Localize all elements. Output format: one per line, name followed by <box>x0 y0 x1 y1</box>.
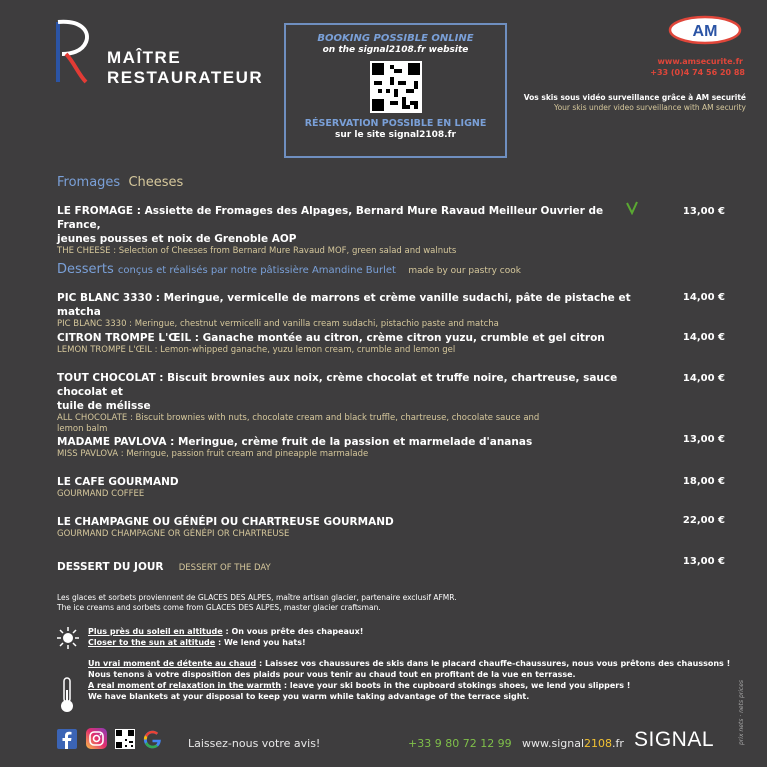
dessert-item <box>57 331 657 356</box>
sun-tip-fr: : On vous prête des chapeaux! <box>222 627 364 636</box>
dessert-item-fr: LE CAFE GOURMAND <box>57 476 179 488</box>
dessert-item-en: GOURMAND COFFEE <box>57 489 145 499</box>
brand-name <box>107 48 263 88</box>
dessert-item <box>57 515 657 540</box>
sun-tip-en: : We lend you hats! <box>215 638 306 647</box>
website-suffix: .fr <box>612 737 624 750</box>
booking-title-fr: RÉSERVATION POSSIBLE EN LIGNE <box>304 118 487 129</box>
warm-tip-en-title: A real moment of relaxation in the warmth <box>88 681 282 690</box>
instagram-icon[interactable] <box>86 728 107 749</box>
cheeses-title-en: Cheeses <box>128 175 184 190</box>
cheeses-title-fr: Fromages <box>57 175 121 190</box>
review-prompt[interactable]: Laissez-nous votre avis! <box>188 737 321 750</box>
am-website[interactable]: www.amsecurite.fr <box>657 57 743 66</box>
cheeses-heading <box>57 175 183 190</box>
dessert-item <box>57 291 657 330</box>
website-number: 2108 <box>584 737 613 750</box>
dessert-item-en: GOURMAND CHAMPAGNE OR GÉNÉPI OR CHARTREUSE <box>57 529 290 539</box>
dessert-price: 14,00 € <box>682 292 725 303</box>
cheese-price: 13,00 € <box>682 206 725 217</box>
dessert-item-en: LEMON TROMPE L'ŒIL : Lemon-whipped ganache, yuzu lemon cream, crumble and lemon gel <box>57 345 456 355</box>
dessert-item-fr: TOUT CHOCOLAT : Biscuit brownies aux noix, crème chocolat et truffe noire, chartreuse, sauce chocolat et <box>57 372 618 398</box>
am-logo-text: AM <box>692 23 718 40</box>
qr-code[interactable] <box>370 61 422 113</box>
desserts-title-fr: Desserts <box>57 262 114 277</box>
cheese-item-fr2: jeunes pousses et noix de Grenoble AOP <box>57 233 297 245</box>
qr-code-icon[interactable] <box>115 729 135 749</box>
dessert-item <box>57 371 657 435</box>
am-phone[interactable]: +33 (0)4 74 56 20 88 <box>650 68 745 77</box>
ice-note-en: The ice creams and sorbets come from GLACES DES ALPES, master glacier craftsman. <box>57 603 381 612</box>
dessert-price: 13,00 € <box>682 434 725 445</box>
ice-note-fr: Les glaces et sorbets proviennent de GLACES DES ALPES, maître artisan glacier, partenaire exclusif AFMR. <box>57 593 457 602</box>
dessert-price: 14,00 € <box>682 373 725 384</box>
sun-tip-en-title: Closer to the sun at altitude <box>88 638 216 647</box>
dessert-item-fr: LE CHAMPAGNE OU GÉNÉPI OU CHARTREUSE GOURMAND <box>57 516 394 528</box>
am-text-fr: Vos skis sous vidéo surveillance grâce à AM securité <box>523 93 746 102</box>
dessert-item-en: DESSERT OF THE DAY <box>178 563 271 573</box>
cheese-item-fr: LE FROMAGE : Assiette de Fromages des Alpages, Bernard Mure Ravaud Meilleur Ouvrier de France, <box>57 205 604 231</box>
desserts-title-en: made by our pastry cook <box>408 266 521 276</box>
desserts-title-fr-sub: conçus et réalisés par notre pâtissière Amandine Burlet <box>117 265 396 276</box>
brand-line2: RESTAURATEUR <box>107 68 264 87</box>
dessert-item-fr: MADAME PAVLOVA : Meringue, crème fruit de la passion et marmelade d'ananas <box>57 436 533 448</box>
footer-website[interactable] <box>522 737 624 750</box>
warm-tip-fr-title: Un vrai moment de détente au chaud <box>88 659 257 668</box>
website-prefix: www.signal <box>522 737 585 750</box>
desserts-heading <box>57 262 521 277</box>
dessert-item-fr: PIC BLANC 3330 : Meringue, vermicelle de marrons et crème vanille sudachi, pâte de pistache et matcha <box>57 292 631 318</box>
facebook-icon[interactable] <box>57 729 77 749</box>
dessert-price: 22,00 € <box>682 515 725 526</box>
dessert-item-en: PIC BLANC 3330 : Meringue, chestnut vermicelli and vanilla cream sudachi, pistachio paste and matcha <box>57 319 499 329</box>
booking-title: BOOKING POSSIBLE ONLINE <box>317 33 474 44</box>
dessert-item <box>57 435 657 460</box>
dessert-price: 13,00 € <box>682 556 725 567</box>
dessert-item-fr: CITRON TROMPE L'ŒIL : Ganache montée au citron, crème citron yuzu, crumble et gel citron <box>57 332 605 344</box>
warm-tip-en2: We have blankets at your disposal to keep you warm while taking advantage of the terrace sight. <box>88 692 530 701</box>
signal-brand: SIGNAL <box>634 728 715 751</box>
dessert-item-fr2: tuile de mélisse <box>57 400 151 412</box>
vegetarian-icon <box>625 201 639 215</box>
qr-pattern <box>370 61 422 113</box>
cheese-item-en: THE CHEESE : Selection of Cheeses from Bernard Mure Ravaud MOF, green salad and walnuts <box>57 246 457 256</box>
booking-subtitle: on the signal2108.fr website <box>322 45 469 55</box>
warm-tip <box>88 658 730 702</box>
warm-tip-fr2: Nous tenons à votre disposition des plaids pour vous tenir au chaud tout en profitant de la vue en terrasse. <box>88 670 576 679</box>
dessert-item-fr: DESSERT DU JOUR <box>57 561 164 573</box>
cheese-item <box>57 204 627 257</box>
dessert-item-en2: lemon balm <box>57 424 108 434</box>
footer-phone[interactable]: +33 9 80 72 12 99 <box>408 737 512 750</box>
dessert-item-en: ALL CHOCOLATE : Biscuit brownies with nuts, chocolate cream and black truffle, chartreuse, chocolate sauce and <box>57 413 540 423</box>
dessert-price: 18,00 € <box>682 476 725 487</box>
ice-cream-note <box>57 593 457 613</box>
booking-box <box>284 23 507 158</box>
brand-line1: MAÎTRE <box>107 48 182 67</box>
warm-tip-en: : leave your ski boots in the cupboard stokings shoes, we lend you slippers ! <box>281 681 631 690</box>
dessert-item <box>57 475 657 500</box>
warm-tip-fr: : Laissez vos chaussures de skis dans le placard chauffe-chaussures, nous vous prêtons des chaussons ! <box>256 659 731 668</box>
sun-tip <box>88 626 363 648</box>
sun-icon <box>57 627 79 649</box>
booking-subtitle-fr: sur le site signal2108.fr <box>335 130 456 140</box>
am-text-en: Your skis under video surveillance with AM security <box>554 103 746 112</box>
price-note: prix nets · nets prices <box>738 679 745 745</box>
dessert-price: 14,00 € <box>682 332 725 343</box>
google-icon[interactable] <box>142 729 163 750</box>
thermometer-icon <box>57 676 77 714</box>
am-securite-logo <box>668 14 742 46</box>
sun-tip-fr-title: Plus près du soleil en altitude <box>88 627 223 636</box>
dessert-item <box>57 555 657 574</box>
dessert-item-en: MISS PAVLOVA : Meringue, passion fruit cream and pineapple marmalade <box>57 449 369 459</box>
maitre-restaurateur-logo <box>52 18 92 86</box>
